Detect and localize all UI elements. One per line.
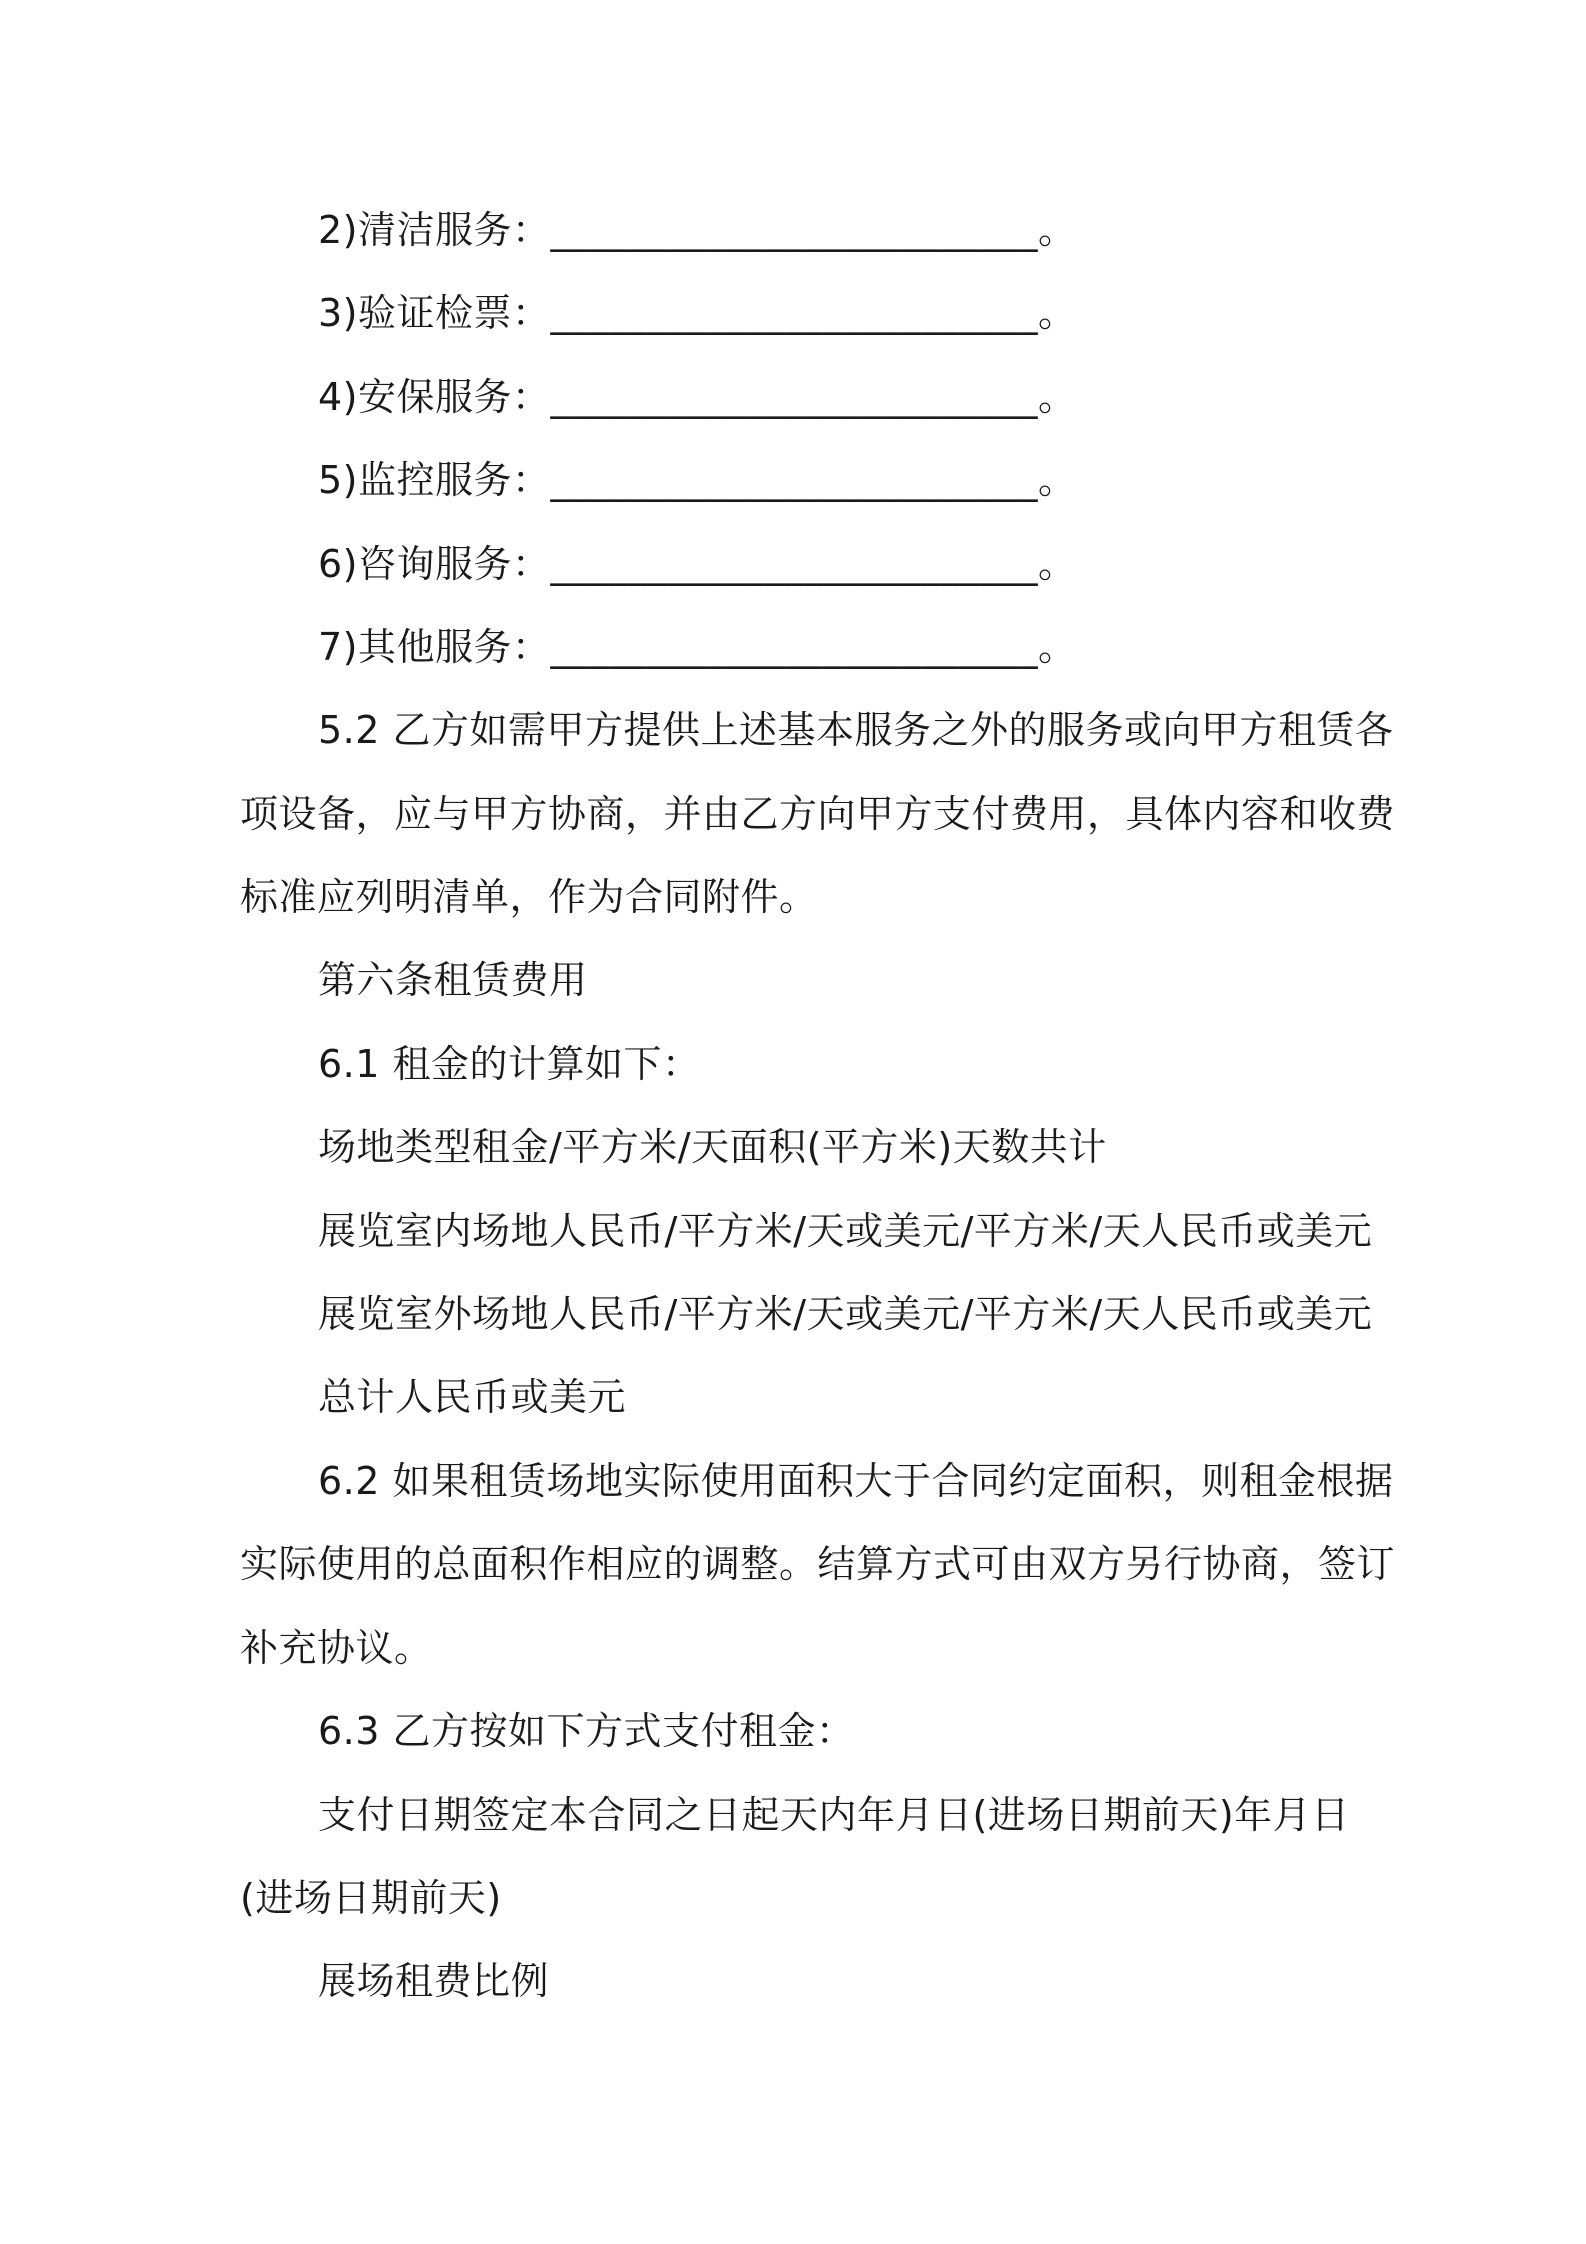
article-6-title: 第六条租赁费用 (318, 958, 588, 1002)
service-item-ticket-check (318, 289, 1077, 337)
service-label: 4)安保服务： (318, 375, 551, 419)
service-label: 6)咨询服务： (318, 542, 551, 586)
service-blank: _________________________ (550, 375, 1039, 419)
service-label: 5)监控服务： (318, 458, 551, 502)
clause-6-2-line-1: 6.2 如果租赁场地实际使用面积大于合同约定面积，则租金根据 (318, 1459, 1394, 1503)
payment-schedule-line-2: (进场日期前天) (240, 1876, 502, 1920)
clause-6-2-line-2: 实际使用的总面积作相应的调整。结算方式可由双方另行协商，签订 (240, 1542, 1396, 1586)
service-blank: _________________________ (550, 458, 1039, 502)
service-blank: _________________________ (550, 291, 1039, 335)
clause-6-2-line-3: 补充协议。 (240, 1626, 433, 1670)
service-end: 。 (1038, 291, 1077, 335)
service-label: 7)其他服务： (318, 625, 551, 669)
clause-5-2-line-1: 5.2 乙方如需甲方提供上述基本服务之外的服务或向甲方租赁各 (318, 708, 1394, 752)
service-end: 。 (1038, 458, 1077, 502)
rent-total: 总计人民币或美元 (318, 1375, 627, 1419)
service-label: 2)清洁服务： (318, 208, 551, 252)
service-end: 。 (1038, 375, 1077, 419)
service-blank: _________________________ (550, 542, 1039, 586)
service-blank: _________________________ (550, 625, 1039, 669)
rent-row-indoor: 展览室内场地人民币/平方米/天或美元/平方米/天人民币或美元 (318, 1209, 1373, 1253)
rent-row-outdoor: 展览室外场地人民币/平方米/天或美元/平方米/天人民币或美元 (318, 1292, 1373, 1336)
service-item-other (318, 623, 1077, 671)
service-item-monitoring (318, 456, 1077, 504)
service-item-cleaning (318, 206, 1077, 254)
service-end: 。 (1038, 542, 1077, 586)
rent-ratio-heading: 展场租费比例 (318, 1959, 550, 2003)
payment-schedule-line-1: 支付日期签定本合同之日起天内年月日(进场日期前天)年月日 (318, 1793, 1350, 1837)
service-item-consulting (318, 540, 1077, 588)
service-end: 。 (1038, 625, 1077, 669)
clause-6-3-title: 6.3 乙方按如下方式支付租金： (318, 1709, 855, 1753)
clause-6-1-title: 6.1 租金的计算如下： (318, 1042, 701, 1086)
service-blank: _________________________ (550, 208, 1039, 252)
rent-table-header: 场地类型租金/平方米/天面积(平方米)天数共计 (318, 1125, 1107, 1169)
service-item-security (318, 373, 1077, 421)
service-label: 3)验证检票： (318, 291, 551, 335)
clause-5-2-line-3: 标准应列明清单，作为合同附件。 (240, 875, 818, 919)
clause-5-2-line-2: 项设备，应与甲方协商，并由乙方向甲方支付费用，具体内容和收费 (240, 792, 1396, 836)
service-end: 。 (1038, 208, 1077, 252)
